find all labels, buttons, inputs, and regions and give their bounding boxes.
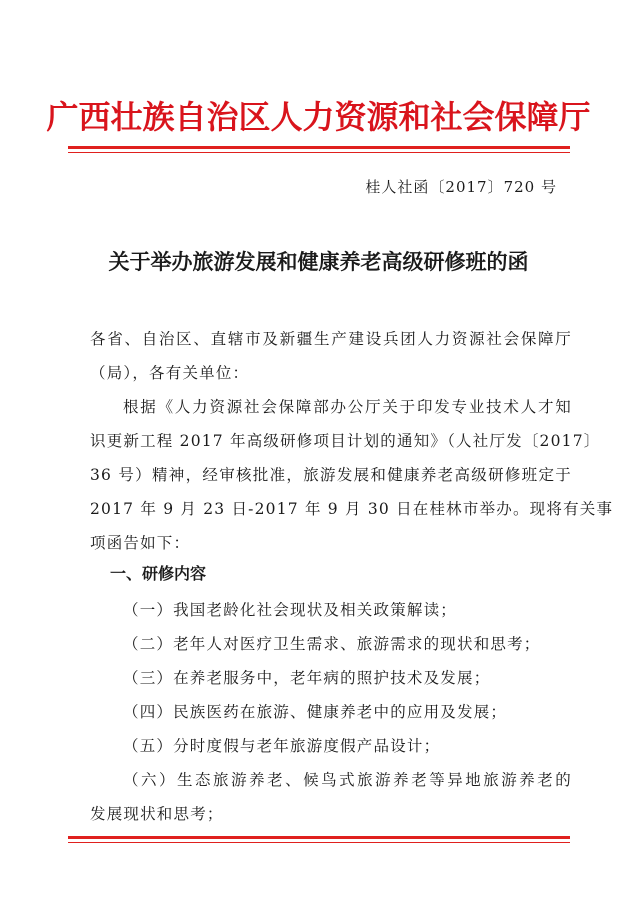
body-paragraph-line: 2017 年 9 月 23 日-2017 年 9 月 30 日在桂林市举办。现将有关事 [90, 500, 614, 518]
list-item: （五）分时度假与老年旅游度假产品设计； [123, 737, 441, 755]
header-red-rule-thin [68, 152, 570, 153]
list-item: （一）我国老龄化社会现状及相关政策解读； [123, 601, 458, 619]
list-item: （四）民族医药在旅游、健康养老中的应用及发展； [123, 703, 508, 721]
list-item: （六）生态旅游养老、候鸟式旅游养老等异地旅游养老的 [123, 771, 572, 789]
list-item-continuation: 发展现状和思考； [90, 805, 224, 823]
footer-red-rule-thin [68, 842, 570, 843]
section-heading: 一、研修内容 [110, 564, 207, 583]
document-subject-title: 关于举办旅游发展和健康养老高级研修班的函 [108, 249, 529, 274]
footer-red-rule-thick [68, 836, 570, 839]
document-number: 桂人社函〔2017〕720 号 [365, 178, 557, 196]
body-paragraph-line: 识更新工程 2017 年高级研修项目计划的通知》（人社厅发〔2017〕 [90, 432, 601, 450]
body-paragraph-line: 36 号）精神，经审核批准，旅游发展和健康养老高级研修班定于 [90, 466, 572, 484]
header-red-rule-thick [68, 146, 570, 149]
body-paragraph-line: 根据《人力资源社会保障部办公厅关于印发专业技术人才知 [123, 398, 572, 416]
list-item: （三）在养老服务中，老年病的照护技术及发展； [123, 669, 491, 687]
addressee-line: 各省、自治区、直辖市及新疆生产建设兵团人力资源社会保障厅 [90, 330, 572, 348]
issuing-authority-title: 广西壮族自治区人力资源和社会保障厅 [46, 98, 591, 136]
list-item: （二）老年人对医疗卫生需求、旅游需求的现状和思考； [123, 635, 541, 653]
body-paragraph-line: 项函告如下： [90, 534, 191, 552]
addressee-line: （局），各有关单位： [90, 364, 250, 382]
